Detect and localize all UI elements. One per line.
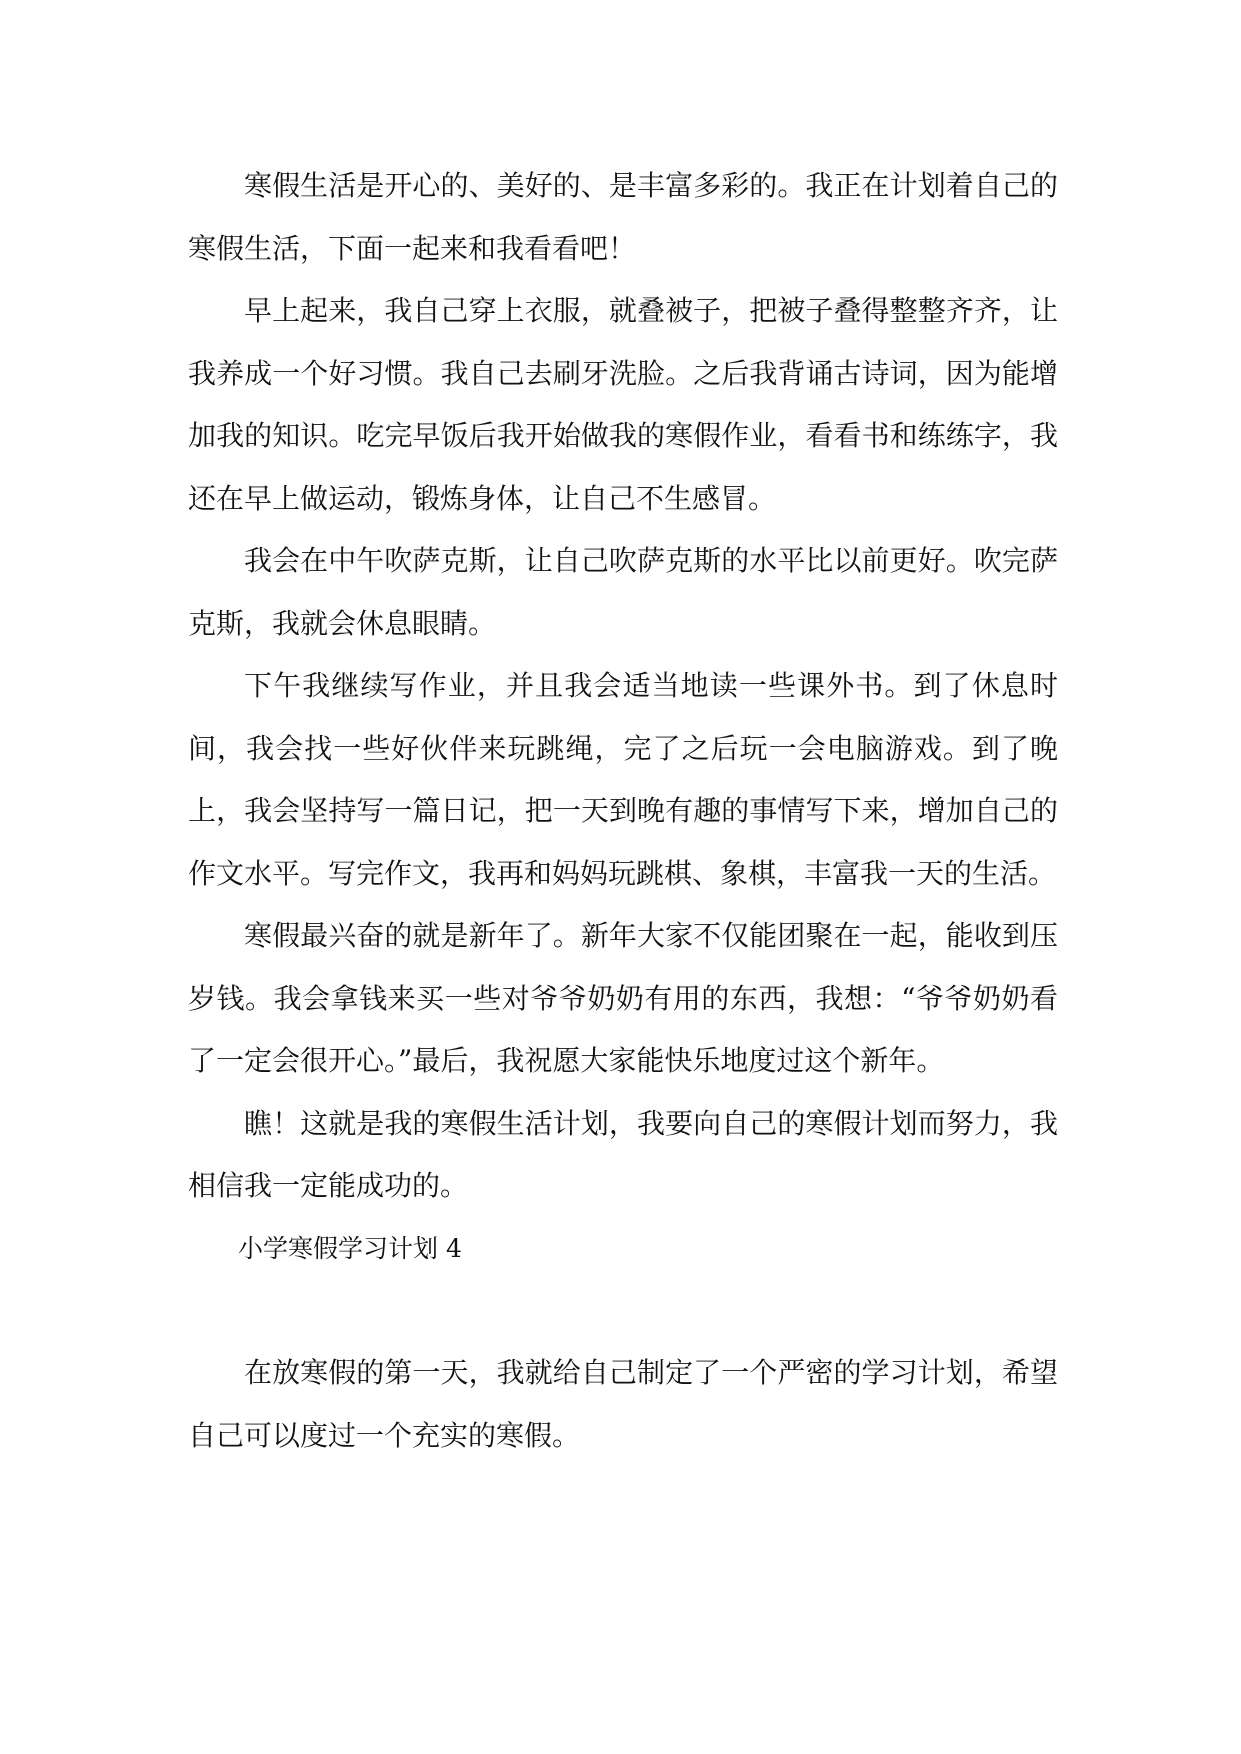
section-heading: 小学寒假学习计划 4 — [238, 1233, 462, 1263]
paragraph: 下午我继续写作业，并且我会适当地读一些课外书。到了休息时间，我会找一些好伙伴来玩跳绳，完了之后玩一会电脑游戏。到了晚上，我会坚持写一篇日记，把一天到晚有趣的事情写下来，增加自己的作文水平。写完作文，我再和妈妈玩跳棋、象棋，丰富我一天的生活。 — [188, 669, 1058, 890]
document-body — [188, 155, 1058, 1467]
paragraph: 在放寒假的第一天，我就给自己制定了一个严密的学习计划，希望自己可以度过一个充实的寒假。 — [188, 1356, 1058, 1452]
paragraph: 我会在中午吹萨克斯，让自己吹萨克斯的水平比以前更好。吹完萨克斯，我就会休息眼睛。 — [188, 544, 1058, 640]
paragraph: 寒假生活是开心的、美好的、是丰富多彩的。我正在计划着自己的寒假生活，下面一起来和我看看吧！ — [188, 169, 1058, 265]
paragraph: 早上起来，我自己穿上衣服，就叠被子，把被子叠得整整齐齐，让我养成一个好习惯。我自己去刷牙洗脸。之后我背诵古诗词，因为能增加我的知识。吃完早饭后我开始做我的寒假作业，看看书和练练字，我还在早上做运动，锻炼身体，让自己不生感冒。 — [188, 294, 1058, 515]
paragraph: 瞧！这就是我的寒假生活计划，我要向自己的寒假计划而努力，我相信我一定能成功的。 — [188, 1106, 1058, 1202]
paragraph: 寒假最兴奋的就是新年了。新年大家不仅能团聚在一起，能收到压岁钱。我会拿钱来买一些对爷爷奶奶有用的东西，我想：“爷爷奶奶看了一定会很开心。”最后，我祝愿大家能快乐地度过这个新年。 — [188, 919, 1058, 1077]
